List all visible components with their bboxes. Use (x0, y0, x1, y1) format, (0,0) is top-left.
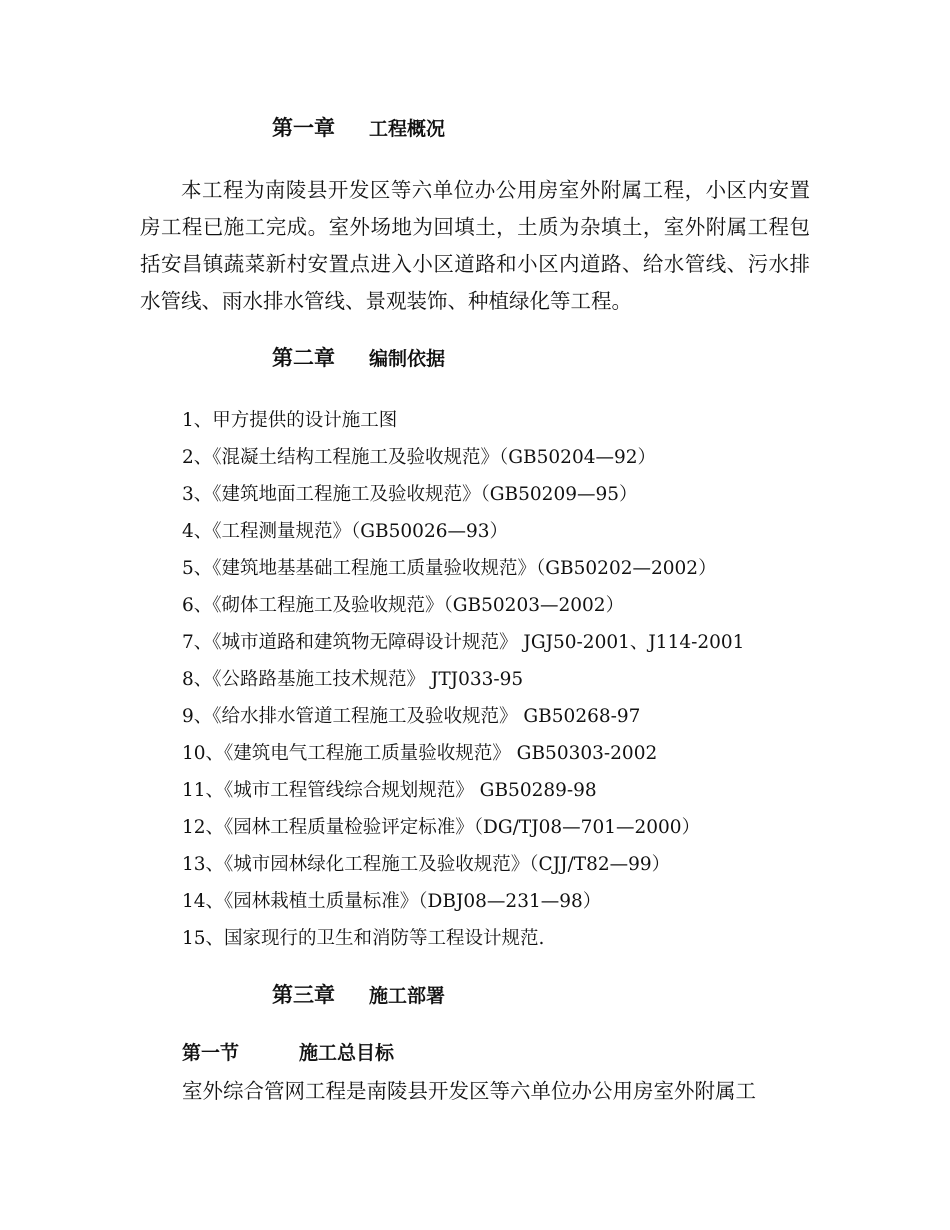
chapter-title: 工程概况 (369, 118, 446, 140)
chapter-title: 施工部署 (369, 985, 446, 1007)
basis-item: 9、《给水排水管道工程施工及验收规范》 GB50268-97 (182, 706, 641, 727)
chapter-number: 第三章 (272, 983, 335, 1007)
chapter-1-heading (272, 113, 445, 144)
basis-item: 11、《城市工程管线综合规划规范》 GB50289-98 (182, 780, 597, 801)
chapter-number: 第一章 (272, 116, 335, 140)
basis-item: 4、《工程测量规范》（GB50026—93） (182, 521, 509, 542)
basis-list (182, 402, 744, 957)
section-number: 第一节 (182, 1042, 240, 1064)
basis-item: 8、《公路路基施工技术规范》 JTJ033-95 (182, 669, 524, 690)
overview-paragraph: 本工程为南陵县开发区等六单位办公用房室外附属工程，小区内安置房工程已施工完成。室外场地为回填土，土质为杂填土，室外附属工程包括安昌镇蔬菜新村安置点进入小区道路和小区内道路、给水管线、污水排水管线、雨水排水管线、景观装饰、种植绿化等工程。 (140, 178, 810, 313)
basis-item: 2、《混凝土结构工程施工及验收规范》（GB50204—92） (182, 447, 657, 468)
basis-item: 14、《园林栽植土质量标准》（DBJ08—231—98） (182, 891, 602, 912)
basis-item: 3、《建筑地面工程施工及验收规范》（GB50209—95） (182, 484, 638, 505)
chapter-3-heading (272, 980, 445, 1011)
chapter-number: 第二章 (272, 346, 335, 370)
basis-item: 15、国家现行的卫生和消防等工程设计规范. (182, 928, 545, 949)
basis-item: 5、《建筑地基基础工程施工质量验收规范》（GB50202—2002） (182, 558, 717, 579)
basis-item: 1、甲方提供的设计施工图 (182, 410, 398, 431)
chapter-title: 编制依据 (369, 348, 446, 370)
chapter-2-heading (272, 343, 445, 374)
section-paragraph: 室外综合管网工程是南陵县开发区等六单位办公用房室外附属工 (182, 1079, 756, 1103)
basis-item: 13、《城市园林绿化工程施工及验收规范》（CJJ/T82—99） (182, 854, 671, 875)
section-1-heading (182, 1038, 394, 1068)
section-title: 施工总目标 (299, 1042, 395, 1064)
basis-item: 10、《建筑电气工程施工质量验收规范》 GB50303-2002 (182, 743, 658, 764)
basis-item: 6、《砌体工程施工及验收规范》（GB50203—2002） (182, 595, 625, 616)
basis-item: 7、《城市道路和建筑物无障碍设计规范》 JGJ50-2001、J114-2001 (182, 632, 745, 653)
basis-item: 12、《园林工程质量检验评定标准》（DG/TJ08—701—2000） (182, 817, 701, 838)
